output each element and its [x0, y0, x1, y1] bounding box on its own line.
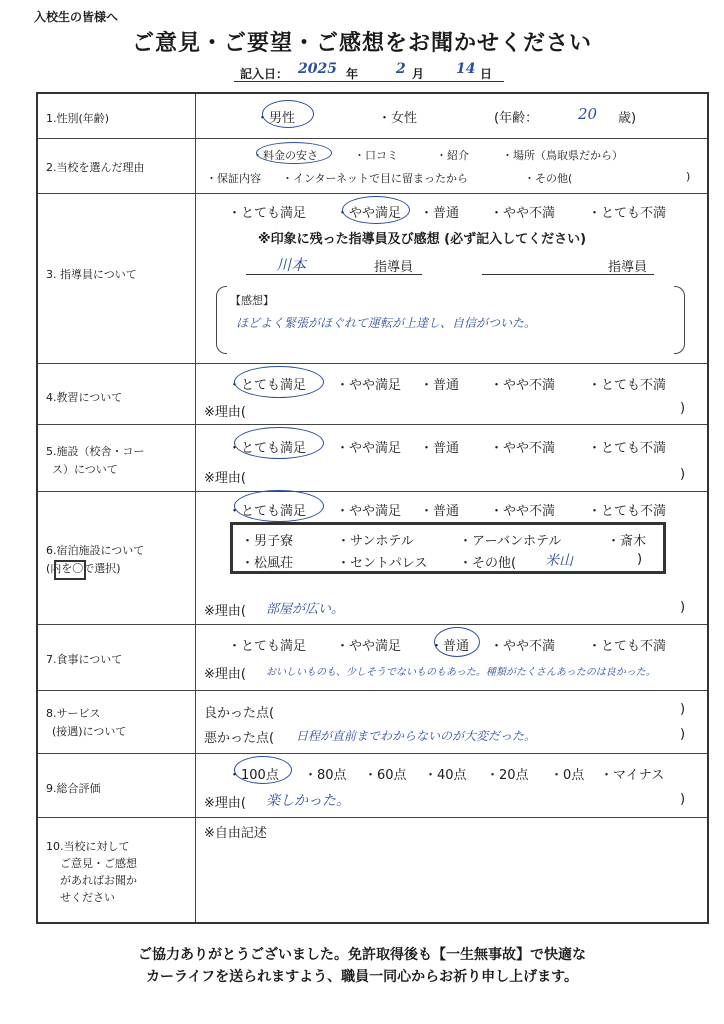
- q6-facility-saiki[interactable]: ・斎木: [607, 534, 647, 549]
- q6-rating-dissatisfied[interactable]: ・やや不満: [490, 504, 556, 519]
- day-value[interactable]: 14: [456, 61, 476, 77]
- q6-facility-sun-hotel[interactable]: ・サンホテル: [337, 534, 414, 549]
- q6-rating-very-satisfied[interactable]: ・とても満足: [228, 504, 307, 519]
- q2-option-other[interactable]: ・その他(: [524, 172, 573, 185]
- q3-rating-very-satisfied[interactable]: ・とても満足: [228, 206, 307, 221]
- q10-label-line2: ご意見・ご感想: [60, 857, 137, 870]
- q6-facility-other-value[interactable]: 米山: [545, 553, 573, 569]
- q8-label-line1: 8.サービス: [46, 707, 101, 720]
- q2-label-cell: [38, 139, 196, 193]
- q9-option-20[interactable]: ・20点: [486, 768, 529, 783]
- q8-bad-label: 悪かった点(: [204, 731, 275, 746]
- q3-label: 3. 指導員について: [46, 268, 137, 281]
- month-value[interactable]: 2: [396, 61, 406, 77]
- intro-note: 入校生の皆様へ: [34, 10, 119, 24]
- q2-option-location[interactable]: ・場所（鳥取県だから）: [502, 149, 623, 162]
- q4-rating-very-dissatisfied[interactable]: ・とても不満: [588, 378, 667, 393]
- q8-bad-text[interactable]: 日程が直前までわからないのが大変だった。: [296, 729, 537, 743]
- q6-facility-saint-palace[interactable]: ・セントパレス: [337, 556, 428, 571]
- q3-instructor-suffix: 指導員: [374, 260, 414, 275]
- q7-label: 7.食事について: [46, 653, 123, 666]
- q8-good-label: 良かった点(: [204, 706, 275, 721]
- q9-option-80[interactable]: ・80点: [304, 768, 347, 783]
- q10-label-line3: があればお聞か: [60, 874, 137, 887]
- q8-good-close: ): [680, 702, 686, 717]
- q5-row: [38, 425, 707, 492]
- q4-reason-label: ※理由(: [204, 405, 246, 420]
- q1-label-cell: [38, 94, 196, 138]
- q9-option-0[interactable]: ・0点: [550, 768, 585, 783]
- q9-row: [38, 754, 707, 818]
- q5-label-line2: ス）について: [52, 463, 118, 476]
- q6-label-line1: 6.宿泊施設について: [46, 544, 145, 557]
- q2-other-close: ): [686, 170, 691, 183]
- q1-label: 1.性別(年齢): [46, 112, 110, 125]
- q3-impression-text[interactable]: ほどよく緊張がほぐれて運転が上達し、自信がついた。: [236, 316, 537, 330]
- q2-option-word-of-mouth[interactable]: ・口コミ: [354, 149, 398, 162]
- q7-rating-dissatisfied[interactable]: ・やや不満: [490, 639, 556, 654]
- q2-option-guarantee[interactable]: ・保証内容: [206, 172, 261, 185]
- q2-option-internet[interactable]: ・インターネットで目に留まったから: [282, 172, 469, 185]
- date-label: 記入日：: [240, 67, 289, 81]
- q4-rating-circle: [234, 366, 324, 398]
- q10-free-label: ※自由記述: [204, 826, 267, 841]
- q4-row: [38, 364, 707, 425]
- q6-rating-satisfied[interactable]: ・やや満足: [336, 504, 402, 519]
- q2-option-referral[interactable]: ・紹介: [436, 149, 469, 162]
- entry-date-row: [234, 63, 504, 82]
- q5-label-cell: [38, 425, 196, 491]
- q2-price-circle: [256, 142, 332, 164]
- q1-male-option[interactable]: ・男性: [256, 111, 296, 126]
- q5-rating-dissatisfied[interactable]: ・やや不満: [490, 441, 556, 456]
- q10-label-line4: せください: [60, 891, 115, 904]
- q6-rating-very-dissatisfied[interactable]: ・とても不満: [588, 504, 667, 519]
- q2-option-price[interactable]: ・料金の安さ: [252, 149, 318, 162]
- q3-name-line-2: [482, 274, 654, 275]
- q5-rating-very-dissatisfied[interactable]: ・とても不満: [588, 441, 667, 456]
- q7-row: [38, 625, 707, 691]
- q6-rating-circle: [234, 490, 324, 522]
- q10-label-line1: 10.当校に対して: [46, 840, 130, 853]
- q3-instructor-suffix-2: 指導員: [608, 260, 648, 275]
- q4-rating-satisfied[interactable]: ・やや満足: [336, 378, 402, 393]
- q6-label-line2: 内を〇で選択): [50, 562, 121, 575]
- q6-reason-text[interactable]: 部屋が広い。: [266, 602, 345, 617]
- q4-rating-neutral[interactable]: ・普通: [420, 378, 460, 393]
- q4-rating-dissatisfied[interactable]: ・やや不満: [490, 378, 556, 393]
- q10-label-cell: [38, 818, 196, 922]
- q7-rating-circle: [434, 627, 480, 657]
- q1-age-unit: 歳): [618, 111, 637, 126]
- q4-label-cell: [38, 364, 196, 424]
- day-unit: 日: [480, 67, 493, 81]
- q5-rating-very-satisfied[interactable]: ・とても満足: [228, 441, 307, 456]
- survey-form: [36, 92, 709, 924]
- q7-rating-satisfied[interactable]: ・やや満足: [336, 639, 402, 654]
- q3-impression-label: 【感想】: [230, 294, 274, 307]
- q7-rating-very-satisfied[interactable]: ・とても満足: [228, 639, 307, 654]
- month-unit: 月: [412, 67, 425, 81]
- q6-rating-neutral[interactable]: ・普通: [420, 504, 460, 519]
- q6-facility-shofuso[interactable]: ・松風荘: [241, 556, 294, 571]
- q9-option-minus[interactable]: ・マイナス: [600, 768, 665, 783]
- q3-rating-circle: [342, 196, 410, 224]
- q3-instructor-name[interactable]: 川本: [276, 256, 307, 274]
- q5-rating-neutral[interactable]: ・普通: [420, 441, 460, 456]
- q1-age-label: (年齢：: [494, 111, 539, 126]
- q3-name-line-1: [246, 274, 422, 275]
- q3-paren-left: [216, 286, 227, 354]
- q9-option-circle: [234, 756, 292, 784]
- q5-rating-satisfied[interactable]: ・やや満足: [336, 441, 402, 456]
- footer-line-2: カーライフを送られますよう、職員一同心からお祈り申し上げます。: [145, 969, 579, 985]
- q2-row: [38, 139, 707, 194]
- q8-bad-close: ): [680, 727, 686, 742]
- q8-row: [38, 691, 707, 754]
- q9-reason-close: ): [680, 792, 686, 807]
- q3-label-cell: [38, 194, 196, 363]
- q6-facility-other[interactable]: ・その他(: [459, 556, 517, 571]
- q7-reason-label: ※理由(: [204, 667, 246, 682]
- q1-female-option[interactable]: ・女性: [378, 111, 418, 126]
- q9-label: 9.総合評価: [46, 782, 101, 795]
- q4-label: 4.教習について: [46, 391, 123, 404]
- q9-option-60[interactable]: ・60点: [364, 768, 407, 783]
- q6-label-cell: [38, 492, 196, 624]
- page-title: ご意見・ご要望・ご感想をお聞かせください: [131, 31, 592, 56]
- q8-label-line2: (接遇)について: [52, 725, 127, 738]
- q3-row: [38, 194, 707, 364]
- q9-option-40[interactable]: ・40点: [424, 768, 467, 783]
- q7-reason-text[interactable]: おいしいものも、少しそうでないものもあった。種類がたくさんあったのは良かった。: [266, 667, 656, 678]
- q5-label-line1: 5.施設（校舎・コー: [46, 445, 145, 458]
- q3-rating-neutral[interactable]: ・普通: [420, 206, 460, 221]
- q3-paren-right: [674, 286, 685, 354]
- q5-reason-close: ): [680, 467, 686, 482]
- q3-rating-dissatisfied[interactable]: ・やや不満: [490, 206, 556, 221]
- q6-facility-other-close: ): [637, 552, 643, 567]
- q4-rating-very-satisfied[interactable]: ・とても満足: [228, 378, 307, 393]
- q3-instruction: ※印象に残った指導員及び感想 (必ず記入してください): [258, 232, 587, 247]
- q6-facility-urban-hotel[interactable]: ・アーバンホテル: [459, 534, 562, 549]
- q5-reason-label: ※理由(: [204, 471, 246, 486]
- q8-label-cell: [38, 691, 196, 753]
- q6-row: [38, 492, 707, 625]
- q9-reason-text[interactable]: 楽しかった。: [266, 793, 350, 809]
- year-value[interactable]: 2025: [298, 61, 337, 77]
- q6-facility-box: [230, 522, 666, 574]
- footer-line-1: ご協力ありがとうございました。免許取得後も【一生無事故】で快適な: [138, 947, 586, 963]
- q6-label-line2-wrap: [46, 560, 121, 576]
- q1-male-circle: [262, 100, 314, 128]
- q6-facility-mens-dorm[interactable]: ・男子寮: [241, 534, 294, 549]
- q7-rating-neutral[interactable]: ・普通: [430, 639, 470, 654]
- q1-row: [38, 94, 707, 139]
- q10-row: [38, 818, 707, 922]
- q3-rating-very-dissatisfied[interactable]: ・とても不満: [588, 206, 667, 221]
- year-unit: 年: [346, 67, 359, 81]
- q6-label-open: (: [46, 562, 51, 575]
- q6-label-box-icon: [54, 560, 86, 580]
- q5-rating-circle: [234, 427, 324, 459]
- q6-reason-close: ): [680, 600, 686, 615]
- q9-option-100[interactable]: ・100点: [228, 768, 279, 783]
- q6-reason-label: ※理由(: [204, 604, 246, 619]
- q9-reason-label: ※理由(: [204, 796, 246, 811]
- q3-rating-satisfied[interactable]: ・やや満足: [336, 206, 402, 221]
- q2-label: 2.当校を選んだ理由: [46, 161, 145, 174]
- q7-label-cell: [38, 625, 196, 690]
- q9-label-cell: [38, 754, 196, 817]
- q7-rating-very-dissatisfied[interactable]: ・とても不満: [588, 639, 667, 654]
- q4-reason-close: ): [680, 401, 686, 416]
- q1-age-value[interactable]: 20: [578, 105, 598, 123]
